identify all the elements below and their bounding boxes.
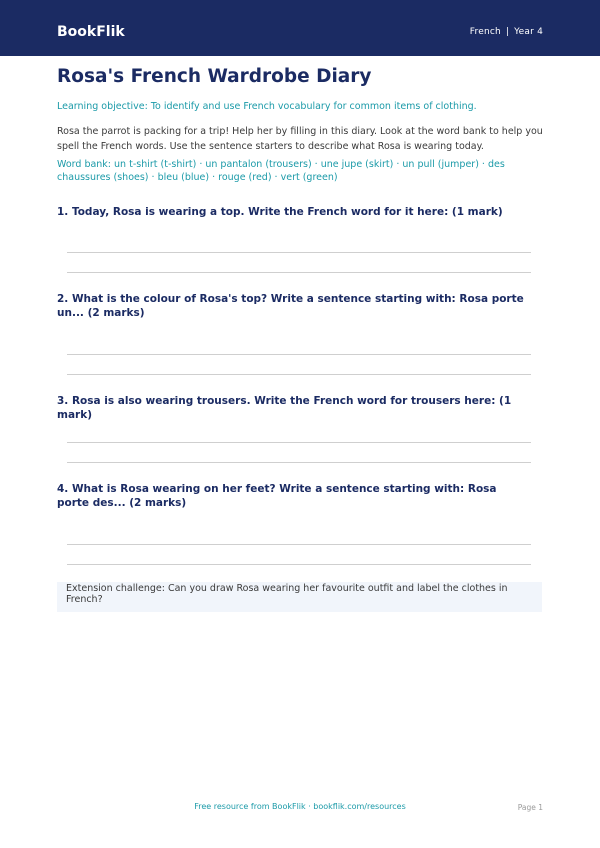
question-2: 2. What is the colour of Rosa's top? Write a sentence starting with: Rosa porte un... (2 marks)	[57, 293, 524, 319]
question-4: 4. What is Rosa wearing on her feet? Write a sentence starting with: Rosa porte des... (2 marks)	[57, 483, 497, 509]
answer-line-q1-b[interactable]	[67, 272, 531, 273]
question-1: 1. Today, Rosa is wearing a top. Write the French word for it here: (1 mark)	[57, 206, 503, 218]
word-bank: Word bank: un t-shirt (t-shirt) · un pantalon (trousers) · une jupe (skirt) · un pull (jumper) · des chaussures (shoes) · bleu (blue) · rouge (red) · vert (green)	[57, 159, 505, 183]
answer-line-q2-a[interactable]	[67, 354, 531, 355]
answer-line-q4-b[interactable]	[67, 564, 531, 565]
page-title: Rosa's French Wardrobe Diary	[57, 66, 372, 87]
answer-line-q2-b[interactable]	[67, 374, 531, 375]
answer-line-q4-a[interactable]	[67, 544, 531, 545]
brand-logo: BookFlik	[57, 24, 125, 40]
year-label: Year 4	[514, 27, 543, 37]
extension-text: Extension challenge: Can you draw Rosa wearing her favourite outfit and label the clothes in French?	[66, 583, 508, 605]
extension-box	[57, 582, 542, 612]
footer-text: Free resource from BookFlik · bookflik.com/resources	[194, 802, 406, 811]
meta-separator: |	[505, 27, 510, 37]
answer-line-q3-a[interactable]	[67, 442, 531, 443]
subject-label: French	[469, 27, 501, 37]
question-3: 3. Rosa is also wearing trousers. Write the French word for trousers here: (1 mark)	[57, 395, 512, 421]
answer-line-q3-b[interactable]	[67, 462, 531, 463]
learning-objective: Learning objective: To identify and use French vocabulary for common items of clothing.	[57, 101, 477, 112]
intro-text: Rosa the parrot is packing for a trip! Help her by filling in this diary. Look at the word bank to help you spell the French words. Use the sentence starters to describe what Rosa is wearing today.	[57, 126, 543, 152]
header-meta	[470, 27, 543, 37]
page-number: Page 1	[517, 803, 543, 812]
header-bar	[0, 0, 600, 56]
answer-line-q1-a[interactable]	[67, 252, 531, 253]
